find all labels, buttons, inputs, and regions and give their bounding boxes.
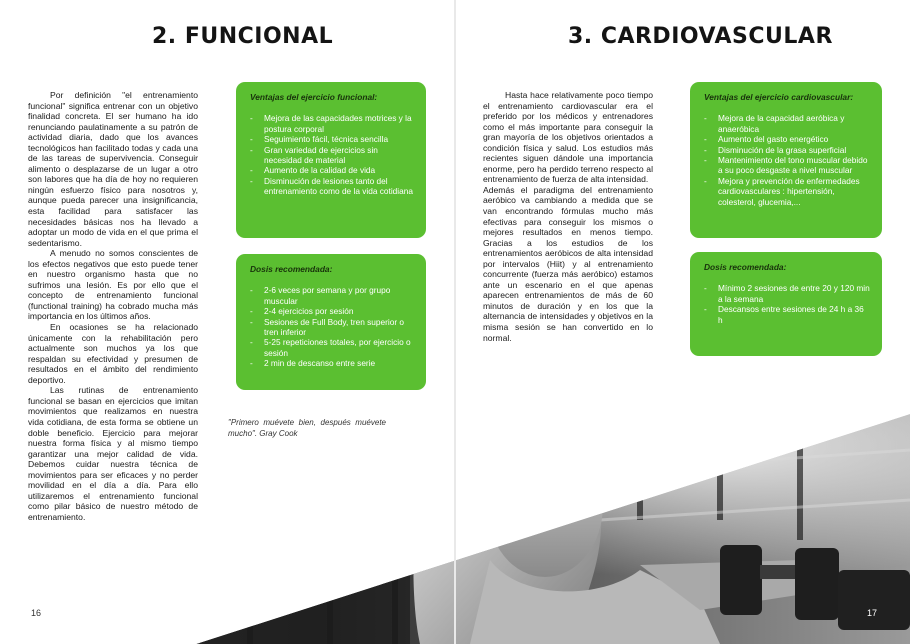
right-page-title: 3. CARDIOVASCULAR bbox=[568, 24, 833, 49]
left-paragraph: A menudo no somos conscientes de los efectos negativos que esto puede tener en nuestro organismo hasta que no sufrimos una lesión. Es por ello que el concepto de entrenamiento funcional (functional training) ha cobrado mucha más importancia en los últimos años. bbox=[28, 248, 198, 322]
left-paragraph: Las rutinas de entrenamiento funcional se basan en ejercicios que imitan movimientos que realizamos en nuestra vida cotidiana, de esta forma se obtiene un doble beneficio. Ejercicio para mejorar nuestra forma física y al mismo tiempo garantizar una mejor calidad de vida. Debemos cuidar nuestra técnica de movimientos para ser eficaces y no perder movilidad en el día a día. Para ello utilizaremos el entrenamiento funcional como pilar básico de nuestro método de entrenamiento. bbox=[28, 385, 198, 522]
left-page-title: 2. FUNCIONAL bbox=[152, 24, 334, 49]
benefits-list bbox=[704, 113, 870, 207]
list-item: - 5-25 repeticiones totales, por ejercicio o sesión bbox=[250, 337, 414, 358]
left-paragraph: En ocasiones se ha relacionado únicamente con la rehabilitación pero actualmente son muchos ya los que respaldan su efectividad y presumen de resultados en el ámbito del rendimiento deportivo. bbox=[28, 322, 198, 385]
functional-dose-box bbox=[236, 254, 426, 390]
list-item: - 2-4 ejercicios por sesión bbox=[250, 306, 414, 316]
list-item: - Seguimiento fácil, técnica sencilla bbox=[250, 134, 414, 144]
list-item: - Mejora y prevención de enfermedades cardiovasculares : hipertensión, colesterol, glucemia,... bbox=[704, 176, 870, 207]
right-body-text bbox=[483, 90, 653, 343]
left-paragraph: Por definición "el entrenamiento funcional" significa entrenar con un objetivo finalidad concreta. El ser humano ha ido renunciando paulatinamente a su patrón de actividad diaria, dado que los avances tecnológicos han facilitado todas y cada una de las tareas de supervivencia. Conseguir alimento o desplazarse de un lugar a otro son labores que ha día de hoy no requieren ningún esfuerzo físico para nosotros y, aunque pueda parecer una insignificancia, esta facilidad para satisfacer las necesidades básicas nos ha llevado a adoptar un modo de vida en el que prima el sedentarismo. bbox=[28, 90, 198, 248]
box-title: Dosis recomendada: bbox=[250, 264, 333, 274]
box-title: Dosis recomendada: bbox=[704, 262, 787, 272]
functional-benefits-box bbox=[236, 82, 426, 238]
list-item: - Disminución de la grasa superficial bbox=[704, 145, 870, 155]
list-item: - Mantenimiento del tono muscular debido a su poco desgaste a nivel muscular bbox=[704, 155, 870, 176]
box-title: Ventajas del ejercicio funcional: bbox=[250, 92, 378, 102]
list-item: - Descansos entre sesiones de 24 h a 36 h bbox=[704, 304, 870, 325]
right-paragraph: Hasta hace relativamente poco tiempo el entrenamiento cardiovascular era el preferido por los médicos y entrenadores como el más importante para conseguir la gran mayoría de los objetivos orientados a condición física y salud. Los estudios más recientes siguen dándole una importancia enorme, pero ha perdido terreno respecto al entrenamiento de fuerza de alta intensidad. bbox=[483, 90, 653, 185]
list-item: - Aumento del gasto energético bbox=[704, 134, 870, 144]
list-item: - Mínimo 2 sesiones de entre 20 y 120 min a la semana bbox=[704, 283, 870, 304]
benefits-list bbox=[250, 113, 414, 196]
page-number-right: 17 bbox=[867, 608, 878, 618]
list-item: - Sesiones de Full Body, tren superior o tren inferior bbox=[250, 317, 414, 338]
list-item: - Mejora de la capacidad aeróbica y anaeróbica bbox=[704, 113, 870, 134]
cardio-dose-box bbox=[690, 252, 882, 356]
page-number-left: 16 bbox=[31, 608, 42, 618]
box-title: Ventajas del ejercicio cardiovascular: bbox=[704, 92, 854, 102]
dose-list bbox=[250, 285, 414, 368]
list-item: - Disminución de lesiones tanto del entrenamiento como de la vida cotidiana bbox=[250, 176, 414, 197]
right-paragraph: Además el paradigma del entrenamiento aeróbico va cambiando a medida que se van encontrando fórmulas mucho más efectivas para conseguir los mismos o mejores resultados en menos tiempo. Gracias a los estudios de los entrenamientos aeróbicos de alta intensidad por intervalos (Hiit) y al entrenamiento concurrente (fuerza más aeróbico) estamos ante un escenario en el que apenas aparecen entrenamientos de más de 60 minutos de duración y en los que la alternancia de intensidades y objetivos en la misma sesión se han convertido en lo normal. bbox=[483, 184, 653, 343]
left-body-text bbox=[28, 90, 198, 522]
quote: "Primero muévete bien, después muévete mucho". Gray Cook bbox=[228, 418, 386, 438]
list-item: - Gran variedad de ejercicios sin necesidad de material bbox=[250, 145, 414, 166]
list-item: - Aumento de la calidad de vida bbox=[250, 165, 414, 175]
page-gutter bbox=[454, 0, 456, 644]
list-item: - 2-6 veces por semana y por grupo muscular bbox=[250, 285, 414, 306]
cardio-benefits-box bbox=[690, 82, 882, 238]
dose-list bbox=[704, 283, 870, 325]
list-item: - Mejora de las capacidades motrices y la postura corporal bbox=[250, 113, 414, 134]
list-item: - 2 min de descanso entre serie bbox=[250, 358, 414, 368]
